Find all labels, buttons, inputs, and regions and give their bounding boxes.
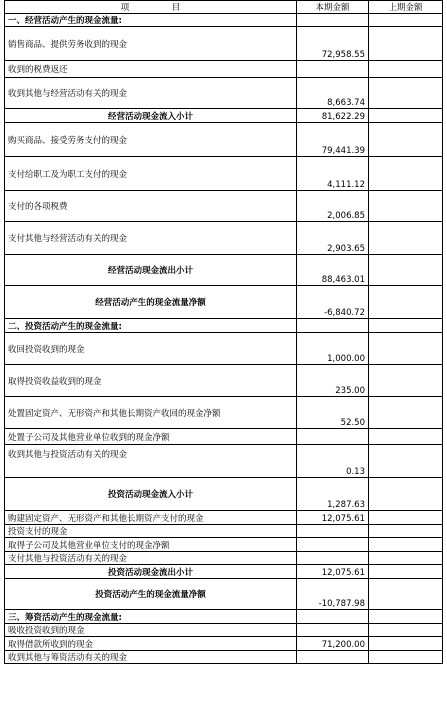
table-row bbox=[5, 222, 443, 255]
row-previous-amount bbox=[369, 286, 443, 319]
table-row bbox=[5, 552, 443, 565]
row-previous-amount bbox=[369, 319, 443, 333]
row-previous-amount bbox=[369, 478, 443, 511]
row-current-amount: 1,287.63 bbox=[297, 478, 369, 511]
row-previous-amount bbox=[369, 579, 443, 610]
row-label: 支付其他与经营活动有关的现金 bbox=[5, 222, 297, 255]
table-row bbox=[5, 651, 443, 664]
row-current-amount bbox=[297, 552, 369, 565]
row-label: 投资活动现金流出小计 bbox=[5, 565, 297, 579]
table-row bbox=[5, 610, 443, 624]
row-label: 收到其他与投资活动有关的现金 bbox=[5, 445, 297, 478]
row-label: 支付的各项税费 bbox=[5, 191, 297, 222]
row-previous-amount bbox=[369, 651, 443, 664]
row-previous-amount bbox=[369, 123, 443, 157]
header-previous-amount: 上期金额 bbox=[369, 1, 443, 14]
row-label: 二、投资活动产生的现金流量: bbox=[5, 319, 297, 333]
row-previous-amount bbox=[369, 624, 443, 637]
row-label: 投资活动现金流入小计 bbox=[5, 478, 297, 511]
row-current-amount: 1,000.00 bbox=[297, 333, 369, 365]
row-label: 取得子公司及其他营业单位支付的现金净额 bbox=[5, 538, 297, 552]
row-current-amount: 8,663.74 bbox=[297, 78, 369, 109]
row-current-amount bbox=[297, 61, 369, 78]
row-label: 三、筹资活动产生的现金流量: bbox=[5, 610, 297, 624]
row-previous-amount bbox=[369, 333, 443, 365]
table-row bbox=[5, 319, 443, 333]
row-current-amount: 235.00 bbox=[297, 365, 369, 397]
table-row bbox=[5, 429, 443, 445]
row-current-amount: -6,840.72 bbox=[297, 286, 369, 319]
row-previous-amount bbox=[369, 191, 443, 222]
row-previous-amount bbox=[369, 27, 443, 61]
table-row bbox=[5, 478, 443, 511]
row-current-amount bbox=[297, 429, 369, 445]
table-row bbox=[5, 445, 443, 478]
table-row bbox=[5, 255, 443, 286]
table-row bbox=[5, 157, 443, 191]
row-previous-amount bbox=[369, 525, 443, 538]
table-row bbox=[5, 27, 443, 61]
row-previous-amount bbox=[369, 565, 443, 579]
row-previous-amount bbox=[369, 552, 443, 565]
row-label: 支付其他与投资活动有关的现金 bbox=[5, 552, 297, 565]
row-label: 处置固定资产、无形资产和其他长期资产收回的现金净额 bbox=[5, 397, 297, 429]
row-label: 投资支付的现金 bbox=[5, 525, 297, 538]
row-previous-amount bbox=[369, 637, 443, 651]
row-label: 处置子公司及其他营业单位收到的现金净额 bbox=[5, 429, 297, 445]
row-label: 收到的税费返还 bbox=[5, 61, 297, 78]
row-previous-amount bbox=[369, 397, 443, 429]
row-current-amount bbox=[297, 651, 369, 664]
row-current-amount: 2,006.85 bbox=[297, 191, 369, 222]
row-label: 吸收投资收到的现金 bbox=[5, 624, 297, 637]
row-current-amount: -10,787.98 bbox=[297, 579, 369, 610]
row-label: 取得借款所收到的现金 bbox=[5, 637, 297, 651]
row-current-amount: 12,075.61 bbox=[297, 511, 369, 525]
table-row bbox=[5, 624, 443, 637]
row-label: 购买商品、接受劳务支付的现金 bbox=[5, 123, 297, 157]
row-label: 取得投资收益收到的现金 bbox=[5, 365, 297, 397]
row-current-amount bbox=[297, 14, 369, 27]
row-previous-amount bbox=[369, 445, 443, 478]
row-label: 收到其他与筹资活动有关的现金 bbox=[5, 651, 297, 664]
row-previous-amount bbox=[369, 429, 443, 445]
header-item: 项 目 bbox=[5, 1, 297, 14]
row-previous-amount bbox=[369, 222, 443, 255]
row-current-amount bbox=[297, 610, 369, 624]
row-current-amount bbox=[297, 525, 369, 538]
row-label: 经营活动产生的现金流量净额 bbox=[5, 286, 297, 319]
table-row bbox=[5, 525, 443, 538]
row-current-amount bbox=[297, 319, 369, 333]
row-current-amount bbox=[297, 624, 369, 637]
row-current-amount: 12,075.61 bbox=[297, 565, 369, 579]
row-current-amount: 72,958.55 bbox=[297, 27, 369, 61]
table-header-row bbox=[5, 1, 443, 14]
table-row bbox=[5, 538, 443, 552]
row-previous-amount bbox=[369, 109, 443, 123]
table-row bbox=[5, 286, 443, 319]
row-current-amount: 0.13 bbox=[297, 445, 369, 478]
table-row bbox=[5, 637, 443, 651]
row-current-amount: 88,463.01 bbox=[297, 255, 369, 286]
table-row bbox=[5, 397, 443, 429]
row-label: 支付给职工及为职工支付的现金 bbox=[5, 157, 297, 191]
row-label: 收到其他与经营活动有关的现金 bbox=[5, 78, 297, 109]
row-label: 收回投资收到的现金 bbox=[5, 333, 297, 365]
header-current-amount: 本期金额 bbox=[297, 1, 369, 14]
row-previous-amount bbox=[369, 610, 443, 624]
row-label: 经营活动现金流入小计 bbox=[5, 109, 297, 123]
row-previous-amount bbox=[369, 255, 443, 286]
table-row bbox=[5, 61, 443, 78]
row-previous-amount bbox=[369, 61, 443, 78]
row-current-amount: 81,622.29 bbox=[297, 109, 369, 123]
cash-flow-table bbox=[4, 0, 443, 664]
row-current-amount: 71,200.00 bbox=[297, 637, 369, 651]
row-previous-amount bbox=[369, 365, 443, 397]
row-previous-amount bbox=[369, 78, 443, 109]
row-previous-amount bbox=[369, 538, 443, 552]
row-current-amount bbox=[297, 538, 369, 552]
row-current-amount: 4,111.12 bbox=[297, 157, 369, 191]
row-label: 一、经营活动产生的现金流量: bbox=[5, 14, 297, 27]
row-current-amount: 2,903.65 bbox=[297, 222, 369, 255]
table-row bbox=[5, 511, 443, 525]
row-label: 购建固定资产、无形资产和其他长期资产支付的现金 bbox=[5, 511, 297, 525]
row-previous-amount bbox=[369, 157, 443, 191]
table-row bbox=[5, 191, 443, 222]
table-row bbox=[5, 78, 443, 109]
table-row bbox=[5, 109, 443, 123]
table-row bbox=[5, 365, 443, 397]
table-row bbox=[5, 14, 443, 27]
row-label: 经营活动现金流出小计 bbox=[5, 255, 297, 286]
table-row bbox=[5, 123, 443, 157]
row-previous-amount bbox=[369, 511, 443, 525]
row-previous-amount bbox=[369, 14, 443, 27]
row-current-amount: 52.50 bbox=[297, 397, 369, 429]
row-label: 销售商品、提供劳务收到的现金 bbox=[5, 27, 297, 61]
table-row bbox=[5, 579, 443, 610]
table-row bbox=[5, 565, 443, 579]
row-label: 投资活动产生的现金流量净额 bbox=[5, 579, 297, 610]
table-row bbox=[5, 333, 443, 365]
row-current-amount: 79,441.39 bbox=[297, 123, 369, 157]
